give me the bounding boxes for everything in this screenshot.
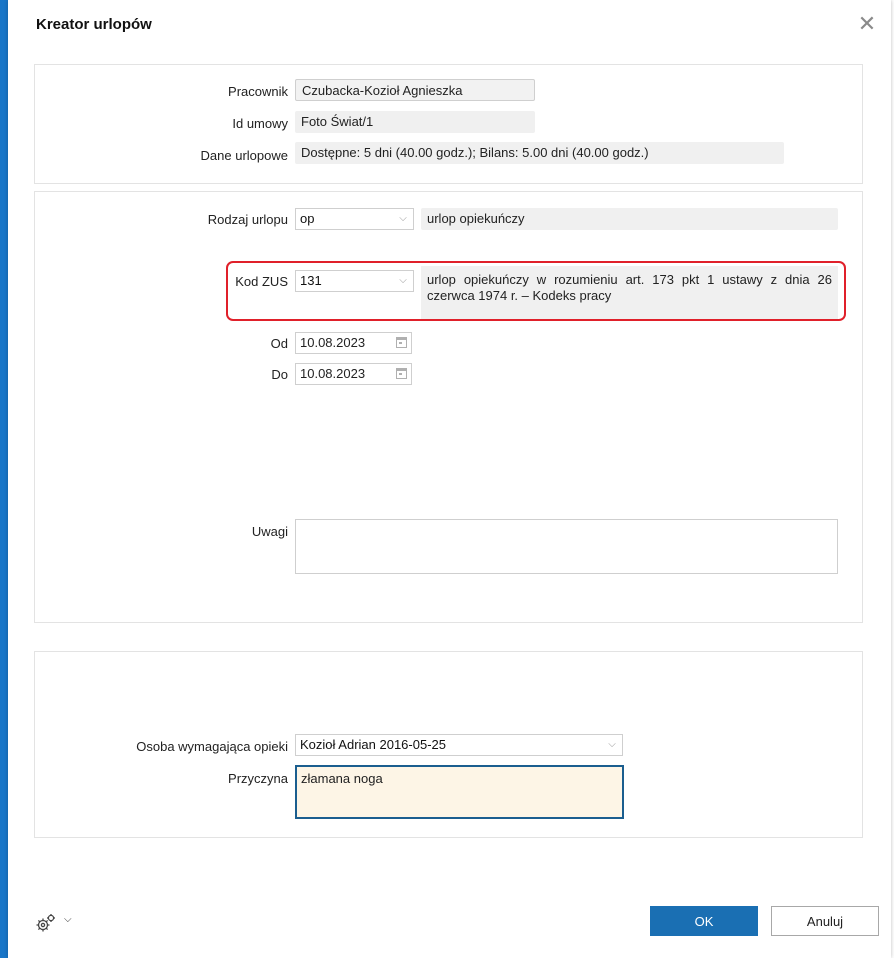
od-date-input[interactable]: [295, 332, 412, 354]
id-umowy-label: Id umowy: [232, 116, 288, 131]
id-umowy-field: Foto Świat/1: [295, 111, 535, 133]
close-icon[interactable]: ✕: [857, 11, 877, 36]
calendar-icon[interactable]: [396, 368, 407, 379]
pracownik-label: Pracownik: [228, 84, 288, 99]
dane-urlopowe-field: Dostępne: 5 dni (40.00 godz.); Bilans: 5.00 dni (40.00 godz.): [295, 142, 784, 164]
od-label: Od: [270, 336, 288, 351]
uwagi-textarea[interactable]: [295, 519, 838, 574]
chevron-down-icon[interactable]: ⌵: [64, 914, 72, 925]
osoba-label: Osoba wymagająca opieki: [136, 739, 288, 754]
kod-zus-desc: urlop opiekuńczy w rozumieniu art. 173 pkt 1 ustawy z dnia 26 czerwca 1974 r. – Kodeks pracy: [421, 266, 838, 319]
uwagi-label: Uwagi: [251, 524, 288, 539]
rodzaj-urlopu-desc: urlop opiekuńczy: [421, 208, 838, 230]
od-date-value: 10.08.2023: [300, 335, 366, 350]
calendar-icon[interactable]: [396, 337, 407, 348]
do-date-value: 10.08.2023: [300, 366, 366, 381]
dialog-title: Kreator urlopów: [36, 16, 152, 33]
kod-zus-value: 131: [300, 273, 322, 288]
przyczyna-label: Przyczyna: [228, 771, 288, 786]
cancel-button[interactable]: Anuluj: [771, 906, 879, 936]
osoba-value: Kozioł Adrian 2016-05-25: [300, 737, 446, 752]
osoba-select[interactable]: [295, 734, 623, 756]
leave-wizard-dialog: [8, 0, 891, 958]
chevron-down-icon[interactable]: ⌵: [608, 739, 616, 750]
dane-urlopowe-label: Dane urlopowe: [200, 148, 288, 163]
do-date-input[interactable]: [295, 363, 412, 385]
rodzaj-urlopu-select[interactable]: [295, 208, 414, 230]
gear-icon[interactable]: [35, 912, 57, 934]
przyczyna-textarea[interactable]: złamana noga: [295, 765, 624, 819]
kod-zus-label: Kod ZUS: [235, 274, 288, 289]
chevron-down-icon[interactable]: ⌵: [399, 213, 407, 224]
kod-zus-select[interactable]: [295, 270, 414, 292]
chevron-down-icon[interactable]: ⌵: [399, 275, 407, 286]
pracownik-field: Czubacka-Kozioł Agnieszka: [295, 79, 535, 101]
window-edge-left: [0, 0, 8, 958]
rodzaj-urlopu-value: op: [300, 211, 315, 226]
ok-button[interactable]: OK: [650, 906, 758, 936]
do-label: Do: [271, 367, 288, 382]
rodzaj-urlopu-label: Rodzaj urlopu: [207, 212, 288, 227]
